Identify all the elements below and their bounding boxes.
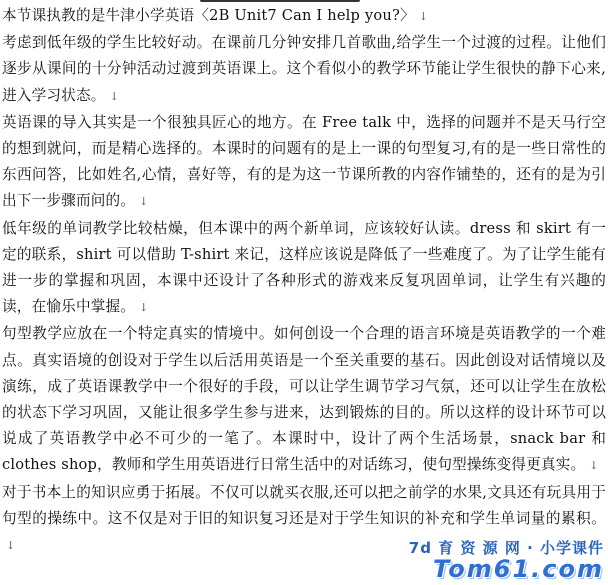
paragraph-2 (2, 30, 606, 110)
watermark-site-text: 7d 育 资 源 网 · 小学课件 (408, 539, 604, 557)
watermark (390, 537, 604, 583)
paragraph-mark-icon: ↓ (139, 195, 149, 209)
paragraph-4 (2, 216, 606, 322)
document-body (2, 3, 606, 559)
paragraph-text: 句型教学应放在一个特定真实的情境中。如何创设一个合理的语言环境是英语教学的一个难点。真实语境的创设对于学生以后活用英语是一个至关重要的基石。因此创设对话情境以及演练，成了英语课教学中一个很好的手段，可以让学生调节学习气氛，还可以让学生在放松的状态下学习巩固，又能让很多学生参与进来，达到锻炼的目的。所以这样的设计环节可以说成了英语教学中必不可少的一笔了。本课时中，设计了两个生活场景，snack bar 和 clothes shop，教师和学生用英语进行日常生活中的对话练习，使句型操练变得更真实。 (2, 325, 606, 474)
watermark-logo: Tom61.com (432, 555, 604, 583)
cropped-heading-remnant (200, 0, 360, 2)
paragraph-text: 考虑到低年级的学生比较好动。在课前几分钟安排几首歌曲,给学生一个过渡的过程。让他们逐步从课间的十分钟活动过渡到英语课上。这个看似小的教学环节能让学生很快的静下心来,进入学习状态。 (2, 34, 606, 104)
paragraph-1 (2, 3, 606, 30)
paragraph-3 (2, 110, 606, 216)
paragraph-5 (2, 321, 606, 479)
paragraph-text: 对于书本上的知识应勇于拓展。不仅可以就买衣服,还可以把之前学的水果,文具还有玩具用于句型的操练中。这不仅是对于旧的知识复习还是对于学生知识的补充和学生单词量的累积。 (2, 483, 606, 527)
paragraph-mark-icon: ↓ (109, 89, 119, 103)
paragraph-text: 本节课执教的是牛津小学英语〈2B Unit7 Can I help you?〉 (2, 7, 415, 24)
paragraph-mark-icon: ↓ (139, 301, 149, 315)
paragraph-mark-icon: ↓ (589, 459, 599, 473)
paragraph-text: 英语课的导入其实是一个很独具匠心的地方。在 Free talk 中，选择的问题并不是天马行空的想到就问，而是精心选择的。本课时的问题有的是上一课的句型复习,有的是一些日常性的东西问答，比如姓名,心情，喜好等，有的是为这一节课所教的内容作铺垫的，还有的是为引出下一步骤而问的。 (2, 113, 606, 210)
paragraph-mark-icon: ↓ (418, 10, 429, 23)
paragraph-mark-icon: ↓ (6, 539, 16, 553)
paragraph-text: 低年级的单词教学比较枯燥，但本课中的两个新单词，应该较好认读。dress 和 skirt 有一定的联系，shirt 可以借助 T-shirt 来记，这样应该说是降低了一些难度了。为了让学生能有进一步的掌握和巩固，本课中还设计了各种形式的游戏来反复巩固单词，让学生有兴趣的读，在愉乐中掌握。 (2, 219, 606, 316)
